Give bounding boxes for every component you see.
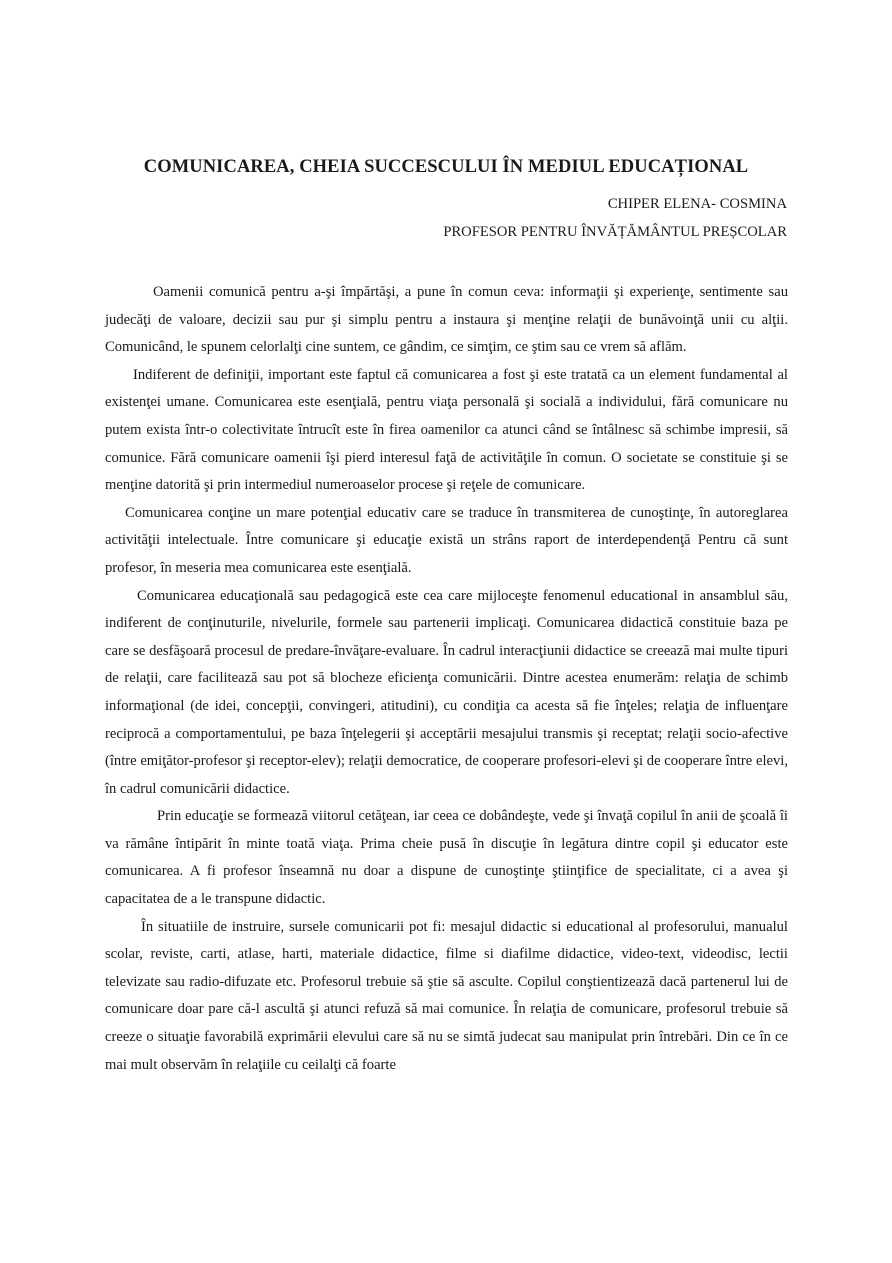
document-title: COMUNICAREA, CHEIA SUCCESCULUI ÎN MEDIUL EDUCAȚIONAL (143, 157, 749, 177)
paragraph: Indiferent de definiţii, important este faptul că comunicarea a fost şi este tratată ca un element fundamental al existenţei umane. Comunicarea este esenţială, pentru viaţa personală şi socială a individului, fără comunicare nu putem exista într-o colectivitate întrucît este în firea oamenilor ca atunci când se întâlnesc să schimbe impresii, să comunice. Fără comunicare oamenii îşi pierd interesul faţă de activităţile în comun. O societate se constituie şi se menţine datorită şi prin intermediul numeroaselor procese şi reţele de comunicare. (105, 366, 788, 494)
paragraph: Comunicarea conţine un mare potenţial educativ care se traduce în transmiterea de cunoştinţe, în autoreglarea activităţii intelectuale. Între comunicare şi educaţie există un strâns raport de interdependenţă Pentru că sunt profesor, în meseria mea comunicarea este esenţială. (105, 504, 788, 576)
paragraph: Prin educaţie se formează viitorul cetăţean, iar ceea ce dobândeşte, vede şi învaţă copilul în anii de şcoală îi va rămâne întipărit în minte toată viaţa. Prima cheie pusă în discuţie în legătura dintre copil şi educator este comunicarea. A fi profesor înseamnă nu doar a dispune de cunoştinţe ştiinţifice de specialitate, ci a avea şi capacitatea de a le transpune didactic. (105, 808, 788, 908)
paragraph: Oamenii comunică pentru a-şi împărtăşi, a pune în comun ceva: informaţii şi experienţe, sentimente sau judecăţi de valoare, decizii sau pur şi simplu pentru a instaura şi menţine relaţii de bunăvoinţă unii cu alţii. Comunicând, le spunem celorlalţi cine suntem, ce gândim, ce simţim, ce ştim sau ce vrem să aflăm. (105, 284, 788, 356)
author-role: PROFESOR PENTRU ÎNVĂȚĂMÂNTUL PREȘCOLAR (443, 224, 787, 240)
document-body (105, 279, 788, 1079)
paragraph: Comunicarea educaţională sau pedagogică este cea care mijloceşte fenomenul educational in ansamblul său, indiferent de conţinuturile, nivelurile, formele sau partenerii implicaţi. Comunicarea didactică constituie baza pe care se desfăşoară procesul de predare-învăţare-evaluare. În cadrul interacţiunii didactice se creează mai multe tipuri de relaţii, care facilitează sau pot să blocheze eficienţa comunicării. Dintre acestea enumerăm: relaţia de schimb informaţional (de idei, concepţii, convingeri, atitudini), cu condiţia ca acesta să fie înţeles; relaţia de influenţare reciprocă a comportamentului, pe baza înţelegerii şi acceptării mesajului transmis şi receptat; relaţii socio-afective (între emiţător-profesor şi receptor-elev); relaţii democratice, de cooperare profesori-elevi şi de cooperare între elevi, în cadrul comunicării didactice. (105, 587, 788, 797)
paragraph: În situatiile de instruire, sursele comunicarii pot fi: mesajul didactic si educational al profesorului, manualul scolar, reviste, carti, atlase, harti, materiale didactice, filme si diafilme didactice, video-text, videodisc, lectii televizate sau radio-difuzate etc. Profesorul trebuie să ştie să asculte. Copilul conştientizează dacă partenerul lui de comunicare doar pare că-l ascultă şi atunci refuză să mai comunice. În relaţia de comunicare, profesorul trebuie să creeze o situaţie favorabilă exprimării elevului care să nu se simtă judecat sau manipulat prin întrebări. Din ce în ce mai mult observăm în relaţiile cu ceilalţi că foarte (105, 918, 788, 1073)
author-name: CHIPER ELENA- COSMINA (607, 196, 787, 212)
